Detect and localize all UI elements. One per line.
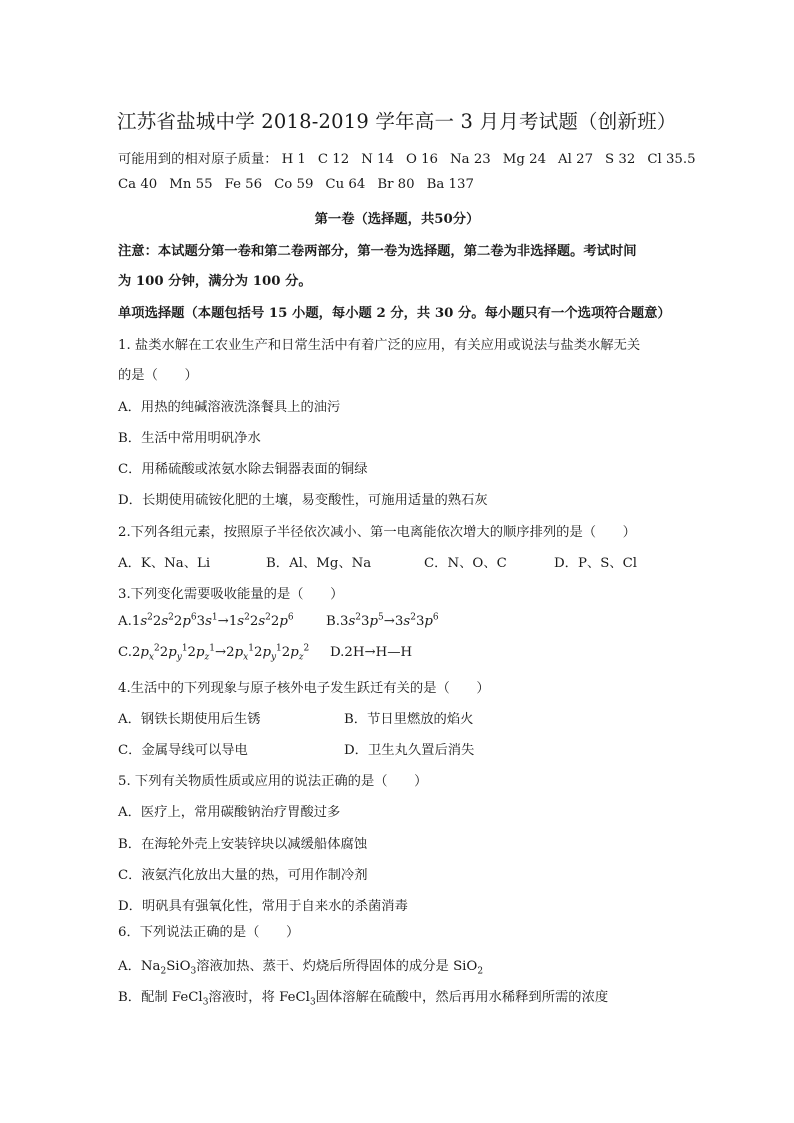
q5-option-d: D．明矾具有强氧化性，常用于自来水的杀菌消毒 xyxy=(118,899,408,914)
orbital-letter: s xyxy=(140,614,148,629)
q2-stem: 2.下列各组元素，按照原子半径依次减小、第一电离能依次增大的顺序排列的是（ ） xyxy=(118,525,636,540)
q3-option-a xyxy=(118,614,294,629)
mass-na: Na 23 xyxy=(450,152,491,167)
q2-option-b: B．Al、Mg、Na xyxy=(266,556,372,571)
q3-arrow-b: → xyxy=(383,614,395,629)
orbital-shell-number: 2 xyxy=(152,614,162,629)
q5-option-a: A．医疗上，常用碳酸钠治疗胃酸过多 xyxy=(118,805,341,820)
q1-stem-line-1: 1. 盐类水解在工农业生产和日常生活中有着广泛的应用，有关应用或说法与盐类水解无关 xyxy=(118,338,641,353)
orbital-subscript: z xyxy=(204,652,210,663)
q3-option-b-label: B. xyxy=(326,614,340,629)
exam-title: 江苏省盐城中学 2018-2019 学年高一 3 月月考试题（创新班） xyxy=(117,110,677,133)
electron-count: 6 xyxy=(287,612,294,623)
q3-option-b-to xyxy=(395,614,439,629)
q6-a-sub-2: 3 xyxy=(190,966,197,977)
orbital-shell-number: 2 xyxy=(187,645,197,660)
orbital-shell-number: 2 xyxy=(270,614,280,629)
q6-option-a xyxy=(118,955,484,977)
mass-fe: Fe 56 xyxy=(224,177,263,192)
electron-count: 2 xyxy=(244,612,250,623)
q3-option-a-label: A. xyxy=(118,614,132,629)
q3-option-b xyxy=(326,614,439,629)
q1-option-a: A．用热的纯碱溶液洗涤餐具上的油污 xyxy=(118,400,341,415)
q3-option-c-from xyxy=(131,643,216,663)
orbital-letter: p xyxy=(279,614,288,629)
electron-count: 1 xyxy=(211,612,218,623)
q5-option-c: C．液氨汽化放出大量的热，可用作制冷剂 xyxy=(118,868,368,883)
q3-option-c-label: C. xyxy=(118,645,132,660)
q4-options-row-2 xyxy=(118,739,678,757)
q3-option-c-to xyxy=(226,643,310,663)
orbital-shell-number: 3 xyxy=(196,614,206,629)
q3-stem: 3.下列变化需要吸收能量的是（ ） xyxy=(118,587,344,602)
q6-a-text-2: SiO xyxy=(166,959,191,974)
mass-ba: Ba 137 xyxy=(426,177,474,192)
orbital-subscript: y xyxy=(270,652,277,663)
q2-options xyxy=(118,552,678,570)
orbital-letter: p xyxy=(369,614,379,629)
orbital-shell-number: 2 xyxy=(173,614,183,629)
q3-option-c xyxy=(118,643,310,663)
orbital-letter: s xyxy=(161,614,169,629)
orbital-shell-number: 2 xyxy=(249,614,259,629)
mass-cu: Cu 64 xyxy=(325,177,366,192)
q5-option-b: B．在海轮外壳上安装锌块以减缓船体腐蚀 xyxy=(118,837,368,852)
choice-instructions: 单项选择题（本题包括号 15 小题，每小题 2 分，共 30 分。每小题只有一个选项符合题意） xyxy=(118,306,671,321)
orbital-subscript: x xyxy=(148,652,154,663)
electron-count: 2 xyxy=(168,612,174,623)
orbital-letter: s xyxy=(237,614,245,629)
orbital-letter: s xyxy=(205,614,212,629)
electron-count: 2 xyxy=(355,612,362,623)
orbital-shell-number: 2 xyxy=(226,645,235,660)
orbital-shell-number: 2 xyxy=(281,645,291,660)
electron-count: 1 xyxy=(276,643,282,654)
q2-option-a: A．K、Na、Li xyxy=(118,556,211,571)
orbital-subscript: y xyxy=(176,652,182,663)
q6-a-sub-1: 2 xyxy=(160,966,167,977)
q6-b-sub-1: 3 xyxy=(202,997,209,1008)
q6-b-sub-2: 3 xyxy=(309,997,316,1008)
mass-mg: Mg 24 xyxy=(502,152,547,167)
orbital-shell-number: 3 xyxy=(340,614,349,629)
q6-option-b xyxy=(118,986,609,1008)
orbital-letter: p xyxy=(262,645,271,660)
atomic-mass-label: 可能用到的相对原子质量： xyxy=(118,152,278,167)
q4-option-b: B．节日里燃放的焰火 xyxy=(344,712,474,727)
q3-options-row-1 xyxy=(118,614,678,632)
orbital-shell-number: 2 xyxy=(159,645,169,660)
orbital-subscript: x xyxy=(243,652,249,663)
q1-option-b: B．生活中常用明矾净水 xyxy=(118,431,261,446)
q1-stem-line-2: 的是（ ） xyxy=(118,368,198,383)
mass-n: N 14 xyxy=(361,152,394,167)
q4-option-d: D．卫生丸久置后消失 xyxy=(344,743,475,758)
orbital-letter: p xyxy=(196,645,205,660)
q1-option-d: D．长期使用硫铵化肥的土壤，易变酸性，可施用适量的熟石灰 xyxy=(118,493,488,508)
orbital-letter: p xyxy=(290,645,299,660)
mass-o: O 16 xyxy=(405,152,439,167)
orbital-letter: p xyxy=(424,614,433,629)
mass-cl: Cl 35.5 xyxy=(647,152,696,167)
electron-count: 1 xyxy=(181,643,188,654)
orbital-shell-number: 2 xyxy=(253,645,263,660)
orbital-letter: p xyxy=(234,645,244,660)
q6-a-sub-3: 2 xyxy=(477,966,484,977)
q3-arrow-a: → xyxy=(217,614,229,629)
q6-stem: 6．下列说法正确的是（ ） xyxy=(118,925,300,940)
q4-options-row-1 xyxy=(118,708,678,726)
electron-count: 1 xyxy=(248,643,254,654)
q6-b-text-3: 固体溶解在硫酸中，然后再用水稀释到所需的浓度 xyxy=(315,990,609,1005)
q3-option-a-to xyxy=(229,614,294,629)
mass-ca: Ca 40 xyxy=(118,177,158,192)
q4-stem: 4.生活中的下列现象与原子核外电子发生跃迁有关的是（ ） xyxy=(118,681,490,696)
electron-count: 2 xyxy=(147,612,153,623)
orbital-shell-number: 3 xyxy=(394,614,404,629)
electron-count: 5 xyxy=(378,612,384,623)
atomic-mass-row-2 xyxy=(118,177,486,192)
mass-s: S 32 xyxy=(605,152,636,167)
orbital-shell-number: 2 xyxy=(131,645,141,660)
orbital-shell-number: 1 xyxy=(131,614,141,629)
notice-line-2: 为 100 分钟，满分为 100 分。 xyxy=(118,274,312,289)
orbital-letter: s xyxy=(348,614,356,629)
q3-option-b-from xyxy=(340,614,384,629)
mass-h: H 1 xyxy=(281,152,306,167)
notice-line-1: 注意：本试题分第一卷和第二卷两部分，第一卷为选择题，第二卷为非选择题。考试时间 xyxy=(118,244,637,259)
electron-count: 2 xyxy=(154,643,160,654)
q6-b-text-2: 溶液时，将 FeCl xyxy=(208,990,310,1005)
electron-count: 6 xyxy=(432,612,439,623)
electron-count: 1 xyxy=(209,643,216,654)
orbital-letter: p xyxy=(182,614,191,629)
section-heading: 第一卷（选择题，共50分） xyxy=(314,212,480,227)
electron-count: 2 xyxy=(265,612,271,623)
orbital-letter: p xyxy=(140,645,149,660)
electron-count: 2 xyxy=(303,643,310,654)
orbital-subscript: z xyxy=(298,652,304,663)
q3-options-row-2 xyxy=(118,645,678,663)
mass-mn: Mn 55 xyxy=(169,177,213,192)
q6-a-text-3: 溶液加热、蒸干、灼烧后所得固体的成分是 SiO xyxy=(196,959,478,974)
orbital-shell-number: 3 xyxy=(361,614,370,629)
q6-b-text-1: B．配制 FeCl xyxy=(118,990,203,1005)
orbital-letter: s xyxy=(403,614,411,629)
q3-option-d: D.2H→H—H xyxy=(330,645,413,660)
orbital-shell-number: 1 xyxy=(228,614,238,629)
mass-co: Co 59 xyxy=(274,177,314,192)
electron-count: 6 xyxy=(190,612,197,623)
mass-c: C 12 xyxy=(317,152,350,167)
electron-count: 2 xyxy=(410,612,416,623)
orbital-shell-number: 3 xyxy=(415,614,425,629)
q2-option-c: C．N、O、C xyxy=(424,556,507,571)
mass-br: Br 80 xyxy=(377,177,415,192)
q3-option-a-from xyxy=(132,614,218,629)
q3-arrow-c: → xyxy=(215,645,227,660)
q1-option-c: C．用稀硫酸或浓氨水除去铜器表面的铜绿 xyxy=(118,462,368,477)
q2-option-d: D．P、S、Cl xyxy=(554,556,638,571)
q5-stem: 5. 下列有关物质性质或应用的说法正确的是（ ） xyxy=(118,774,428,789)
q6-a-text-1: A．Na xyxy=(118,959,161,974)
orbital-letter: p xyxy=(168,645,177,660)
orbital-letter: s xyxy=(258,614,266,629)
atomic-mass-row-1 xyxy=(118,148,708,167)
q4-option-a: A．钢铁长期使用后生锈 xyxy=(118,712,261,727)
mass-al: Al 27 xyxy=(558,152,594,167)
q4-option-c: C．金属导线可以导电 xyxy=(118,743,248,758)
